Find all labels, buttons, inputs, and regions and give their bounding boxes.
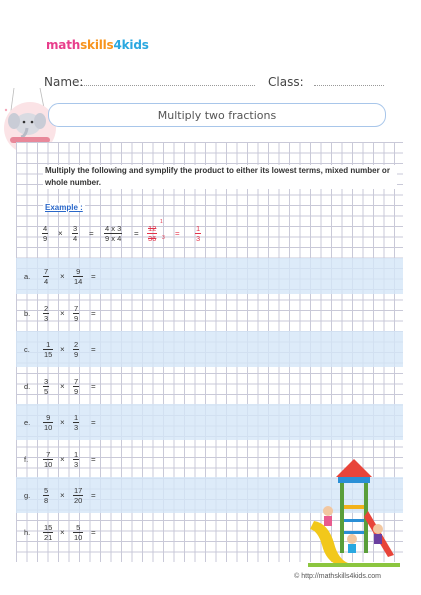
problem-label: g. — [24, 491, 31, 500]
example-small-num: 1 — [160, 219, 163, 225]
answer-area[interactable] — [104, 337, 304, 361]
problem-equals-sign: = — [91, 308, 96, 318]
example-equals-sign-3: = — [175, 229, 180, 238]
problem-fraction-b: $\frac{1}{3}$ — [74, 449, 79, 469]
example-step-fraction: $\frac{4 x 3}{9 x 4}$ — [105, 224, 122, 243]
problem-times-sign: × — [60, 308, 65, 318]
problem-label: h. — [24, 527, 31, 537]
example-label: Example : — [45, 203, 83, 212]
problem-label: f. — [24, 454, 29, 464]
problem-times-sign: × — [60, 418, 65, 427]
problem-row — [16, 404, 403, 440]
problem-fraction-b: $\frac{7}{9}$ — [74, 303, 79, 323]
problem-equals-sign: = — [91, 345, 96, 354]
answer-area[interactable] — [104, 374, 304, 398]
footer-url[interactable]: © http://mathskills4kids.com — [294, 573, 381, 580]
logo-part-skills: skills — [80, 38, 114, 52]
answer-area[interactable] — [104, 410, 304, 434]
example-times-sign: × — [58, 229, 63, 238]
problem-row — [16, 368, 403, 404]
problem-equals-sign: = — [91, 418, 96, 427]
example-small-den: 3 — [162, 235, 165, 241]
problem-label: c. — [24, 345, 30, 354]
problem-fraction-b: $\frac{1}{3}$ — [74, 413, 79, 432]
site-logo[interactable] — [46, 38, 149, 52]
example-equals-sign-2: = — [134, 229, 139, 238]
problem-equals-sign: = — [91, 527, 96, 537]
answer-area[interactable] — [104, 301, 304, 325]
problem-fraction-b: $\frac{5}{10}$ — [74, 522, 83, 542]
problem-row — [16, 331, 403, 367]
problem-row — [16, 295, 403, 331]
problem-equals-sign: = — [91, 454, 96, 464]
problem-times-sign: × — [60, 381, 65, 391]
answer-area[interactable] — [104, 447, 304, 471]
problem-times-sign: × — [60, 272, 65, 281]
worksheet-title: Multiply two fractions — [48, 103, 386, 127]
problem-fraction-b: $\frac{7}{9}$ — [74, 376, 79, 396]
logo-part-math: math — [46, 38, 81, 52]
problem-fraction-a: $\frac{9}{10}$ — [44, 413, 53, 432]
example-fraction-b: $\frac{3}{4}$ — [73, 224, 78, 243]
class-line[interactable] — [314, 85, 384, 86]
problem-fraction-a: $\frac{3}{5}$ — [44, 376, 49, 396]
problem-equals-sign: = — [91, 272, 96, 281]
problem-label: a. — [24, 272, 31, 281]
problem-times-sign: × — [60, 491, 65, 500]
example-fraction-a: $\frac{4}{9}$ — [43, 224, 48, 243]
name-line[interactable] — [80, 85, 255, 86]
problem-label: e. — [24, 418, 31, 427]
logo-part-4kids: 4kids — [113, 38, 149, 52]
name-label: Name: — [44, 75, 84, 89]
example-reduced-fraction: $\frac{12}{36}$ — [148, 224, 157, 243]
problem-times-sign: × — [60, 527, 65, 537]
problem-fraction-a: $\frac{7}{10}$ — [44, 449, 53, 469]
problem-times-sign: × — [60, 454, 65, 464]
problem-label: d. — [24, 381, 31, 391]
example-answer-fraction: $\frac{1}{3}$ — [196, 224, 201, 243]
problem-label: b. — [24, 308, 31, 318]
problem-times-sign: × — [60, 345, 65, 354]
instructions-text: Multiply the following and symplify the product to either its lowest terms, mixed number or whole number. — [43, 165, 397, 189]
problem-fraction-a: $\frac{1}{15}$ — [44, 340, 53, 359]
answer-area[interactable] — [104, 520, 304, 544]
problem-fraction-a: $\frac{15}{21}$ — [44, 522, 53, 542]
problem-row — [16, 258, 403, 294]
problem-fraction-a: $\frac{2}{3}$ — [44, 303, 49, 323]
class-label: Class: — [268, 75, 304, 89]
problem-fraction-b: $\frac{17}{20}$ — [74, 486, 83, 505]
answer-area[interactable] — [104, 483, 304, 507]
answer-area[interactable] — [104, 264, 304, 288]
problem-equals-sign: = — [91, 491, 96, 500]
problem-fraction-a: $\frac{5}{8}$ — [44, 486, 49, 505]
problem-equals-sign: = — [91, 381, 96, 391]
example-equals-sign-1: = — [89, 229, 94, 238]
problem-fraction-b: $\frac{2}{9}$ — [74, 340, 79, 359]
problem-fraction-b: $\frac{9}{14}$ — [74, 267, 83, 286]
playground-illustration-icon — [308, 459, 400, 567]
problem-fraction-a: $\frac{7}{4}$ — [44, 267, 49, 286]
